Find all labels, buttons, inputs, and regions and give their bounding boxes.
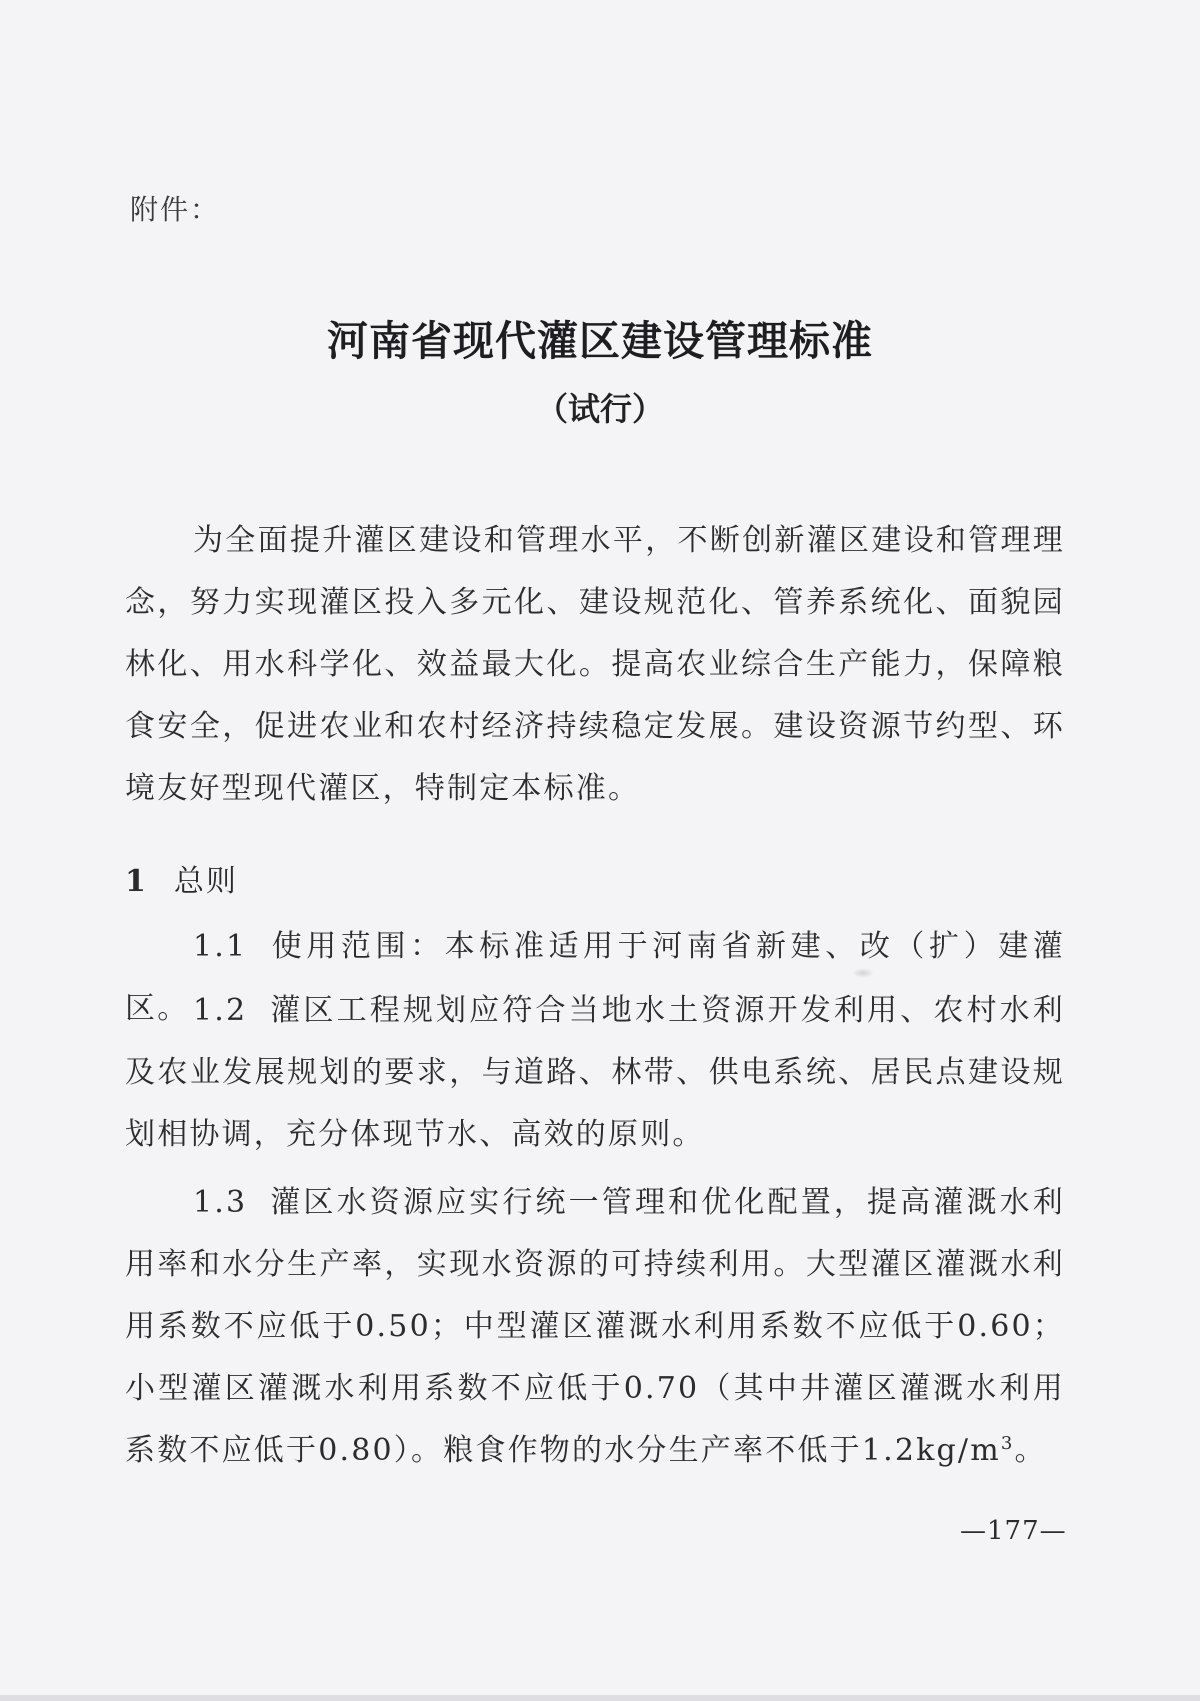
document-title: 河南省现代灌区建设管理标准 [327, 317, 873, 365]
section-heading [125, 856, 238, 900]
clause-number: 1.2 [193, 993, 248, 1028]
clause-number: 1.1 [193, 929, 248, 964]
clause-suffix: 。 [1014, 1433, 1047, 1468]
document-subtitle: （试行） [535, 390, 664, 428]
clause-1-2 [125, 980, 1065, 1166]
scan-edge [0, 1695, 1200, 1701]
unit-superscript: 3 [1000, 1433, 1015, 1454]
section-title: 总则 [173, 864, 238, 899]
clause-number: 1.3 [193, 1185, 248, 1220]
scan-smudge [852, 968, 874, 978]
attachment-label: 附件： [130, 193, 221, 226]
clause-text: 灌区水资源应实行统一管理和优化配置，提高灌溉水利用率和水分生产率，实现水资源的可持续利用。大型灌区灌溉水利用系数不应低于0.50；中型灌区灌溉水利用系数不应低于0.60；小型灌区灌溉水利用系数不应低于0.70（其中井灌区灌溉水利用系数不应低于0.80）。粮食作物的水分生产率不低于1.2kg/m [125, 1185, 1065, 1468]
page-number: —177— [960, 1516, 1067, 1546]
intro-paragraph: 为全面提升灌区建设和管理水平，不断创新灌区建设和管理理念，努力实现灌区投入多元化、建设规范化、管养系统化、面貌园林化、用水科学化、效益最大化。提高农业综合生产能力，保障粮食安全，促进农业和农村经济持续稳定发展。建设资源节约型、环境友好型现代灌区，特制定本标准。 [125, 523, 1065, 806]
clause-text: 灌区工程规划应符合当地水土资源开发利用、农村水利及农业发展规划的要求，与道路、林带、供电系统、居民点建设规划相协调，充分体现节水、高效的原则。 [125, 993, 1065, 1152]
section-number: 1 [125, 864, 148, 899]
clause-text: 使用范围：本标准适用于河南省新建、改（扩）建灌区。 [125, 929, 1065, 1026]
clause-1-3 [125, 1172, 1065, 1482]
